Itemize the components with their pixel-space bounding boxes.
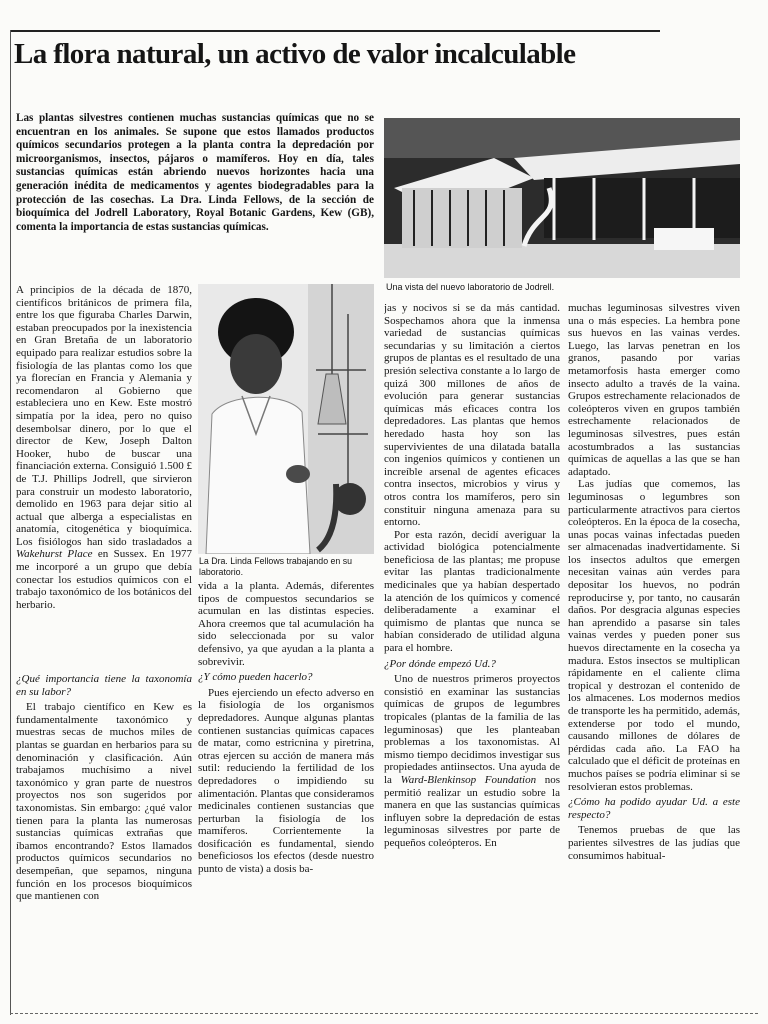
body-column-2 <box>198 580 374 932</box>
bottom-rule <box>10 1013 758 1014</box>
interview-question: ¿Cómo ha podido ayudar Ud. a este respecto? <box>568 796 740 821</box>
interview-question: ¿Qué importancia tiene la taxonomía en su labor? <box>16 673 192 698</box>
body-paragraph: Por esta razón, decidí averiguar la actividad biológica potencialmente beneficiosa de las plantas; me propuse evitar las plantas tradicionalmente medicinales que ya habían despertado la atención de los químicos y comencé deliberadamente a examinar el quimismo de plantas que nunca se habían considerado de utilidad alguna para el hombre. <box>384 528 560 655</box>
fellows-photo-caption: La Dra. Linda Fellows trabajando en su laboratorio. <box>199 556 353 577</box>
body-text: Uno de nuestros primeros proyectos consistió en examinar las sustancias químicas de grupos de legumbres tropicales (plantas de la familia de las leguminosas) que les planteaban problemas a los taxonomistas. Al mismo tiempo decidimos investigar sus propiedades antiinsectos. Una ayuda de la <box>384 673 560 786</box>
body-paragraph <box>16 284 192 611</box>
body-paragraph: jas y nocivos si se da más cantidad. Sospechamos ahora que la inmensa variedad de sustancias químicas secundarias y su limitación a ciertos grupos de plantas es el resultado de una presión selectiva constante a lo largo de quizá 300 millones de años de evolución para generar sustancias químicas más eficaces contra los depredadores. Las plantas que hemos heredado hasta hoy son las supervivientes de una dilatada batalla con ingenios químicos y contienen un increíble arsenal de agentes eficaces contra insectos, microbios y virus y otros contra los mamíferos, pero sin constituir ninguna amenaza para su entorno. <box>384 302 560 529</box>
body-paragraph <box>384 673 560 849</box>
place-name: Wakehurst Place <box>16 548 93 561</box>
left-border <box>10 30 11 1015</box>
body-column-3 <box>384 302 560 932</box>
body-paragraph: Las judías que comemos, las leguminosas o legumbres son particularmente atractivos para ciertos coleópteros. En la época de la cosecha, unas pocas vainas infectadas pueden ser almacenadas inadvertidamente. Si los insectos adultos que emergen necesitan vainas aún verdes para depositar los huevos, no podrán reproducirse y, por tanto, no causarán daños. Por desgracia algunas especies han aprendido a pasarse sin tales vainas verdes y pueden poner sus huevos directamente en la cosecha ya madura. Estos insectos se multiplican rápidamente en el caliente clima tropical y destrozan el contenido de los almacenes. Los modernos medios de transporte les ha permitido, además, extenderse por todo el mundo, causando millones de dólares de pérdidas cada año. La FAO ha calculado que el déficit de proteínas en muchos países se podría eliminar si se resolvieran estos problemas. <box>568 478 740 793</box>
lead-paragraph: Las plantas silvestres contienen muchas sustancias químicas que no se encuentran en los animales. Se supone que estos llamados productos químicos secundarios protegen a la planta contra la depredación por microorganismos, insectos, pájaros o mamíferos. Hoy en día, tales sustancias químicas están abriendo nuevos horizontes hacia una generación inédita de medicamentos y agentes biodegradables para la protección de las cosechas. La Dra. Linda Fellows, de la sección de bioquímica del Jodrell Laboratory, Royal Botanic Gardens, Kew (GB), comenta la importancia de estas sustancias químicas. <box>16 112 374 233</box>
body-paragraph: Tenemos pruebas de que las parientes silvestres de las judías que consumimos habitual- <box>568 824 740 862</box>
body-paragraph: Pues ejerciendo un efecto adverso en la fisiología de los organismos depredadores. Aunque algunas plantas contienen sustancias químicas capaces de matar, como estricnina y piretrina, otras ejercen su acción de manera más sutil: reduciendo la fertilidad de los depredadores o impidiendo su alimentación. Plantas que consideramos medicinales contienen sustancias que perturban la fisiología de los mamíferos. Corrientemente la dosificación es fundamental, siendo beneficiosos los efectos (desde nuestro punto de vista) a dosis ba- <box>198 686 374 876</box>
body-paragraph: El trabajo científico en Kew es fundamentalmente taxonómico y muestras secas de muchos miles de plantas se guardan en herbarios para su denominación y clasificación. Aún trabajamos muchísimo a nivel taxonómico y gran parte de nuestros proyectos nos son sugeridos por taxonomistas. Sin embargo: ¿qué valor tienen para la planta las numerosas sustancias químicas extrañas que íbamos encontrando? Estos llamados productos químicos secundarios no desempeñan, que sepamos, ninguna función en los procesos bioquímicos que mantienen con <box>16 701 192 903</box>
body-column-1-lower <box>16 670 192 932</box>
body-paragraph: muchas leguminosas silvestres viven una o más especies. La hembra pone sus huevos en las vainas verdes. Luego, las larvas penetran en los granos, pasando por varias metamorfosis hasta emerger como insecto adulto a través de la vaina. Grupos estrechamente relacionados de coleópteros viven en grupos también estrechamente relacionados de leguminosas silvestres, pues están acostumbrados a las sustancias químicas de aquellas a las que se han adaptado. <box>568 302 740 478</box>
interview-question: ¿Por dónde empezó Ud.? <box>384 657 496 670</box>
lab-photo-caption: Una vista del nuevo laboratorio de Jodrell. <box>386 282 555 292</box>
foundation-name: Ward-Blenkinsop Foundation <box>400 773 537 786</box>
body-text: A principios de la década de 1870, científicos británicos de primera fila, entre los que figuraba Charles Darwin, estaban preocupados por la inexistencia en Gran Bretaña de un laboratorio equipado para realizar estudios sobre la fisiología de las plantas como los que ya florecían en Francia y Alemania y recomendaron al Gobierno que estableciera uno en Kew. Este mostró simpatía por la idea, pero no quiso desembolsar dinero, por lo que el director de Kew, Joseph Dalton Hooker, hubo de buscar una financiación externa. Consiguió 1.500 £ de T.J. Phillips Jodrell, que sirvieron para construir un modesto laboratorio, demolido en 1963 para dejar sitio al actual que alberga a especialistas en anatomía, citogenética y bioquímica. Los fisiólogos han sido trasladados a <box>16 284 192 548</box>
interview-question: ¿Y cómo pueden hacerlo? <box>198 671 313 684</box>
body-column-1 <box>16 284 192 674</box>
dr-fellows-photo <box>198 284 374 554</box>
body-text: en Sussex. En 1977 me incorporé a un grupo que debía conectar los estudios químicos con el trabajo taxonómico de los botánicos del herbario. <box>16 548 192 611</box>
body-paragraph: vida a la planta. Además, diferentes tipos de compuestos secundarios se acumulan en las distintas especies. Ahora creemos que tal acumulación ha sido seleccionada por su valor defensivo, ya que ayudan a la planta a sobrevivir. <box>198 580 374 668</box>
body-column-4 <box>568 302 740 932</box>
top-rule <box>10 30 660 32</box>
headline: La flora natural, un activo de valor incalculable <box>14 38 576 70</box>
body-text: nos permitió realizar un estudio sobre la manera en que las sustancias químicas influyen sobre la depredación de estas leguminosas silvestres por parte de pequeños coleópteros. En <box>384 773 560 849</box>
jodrell-lab-photo <box>384 118 740 278</box>
